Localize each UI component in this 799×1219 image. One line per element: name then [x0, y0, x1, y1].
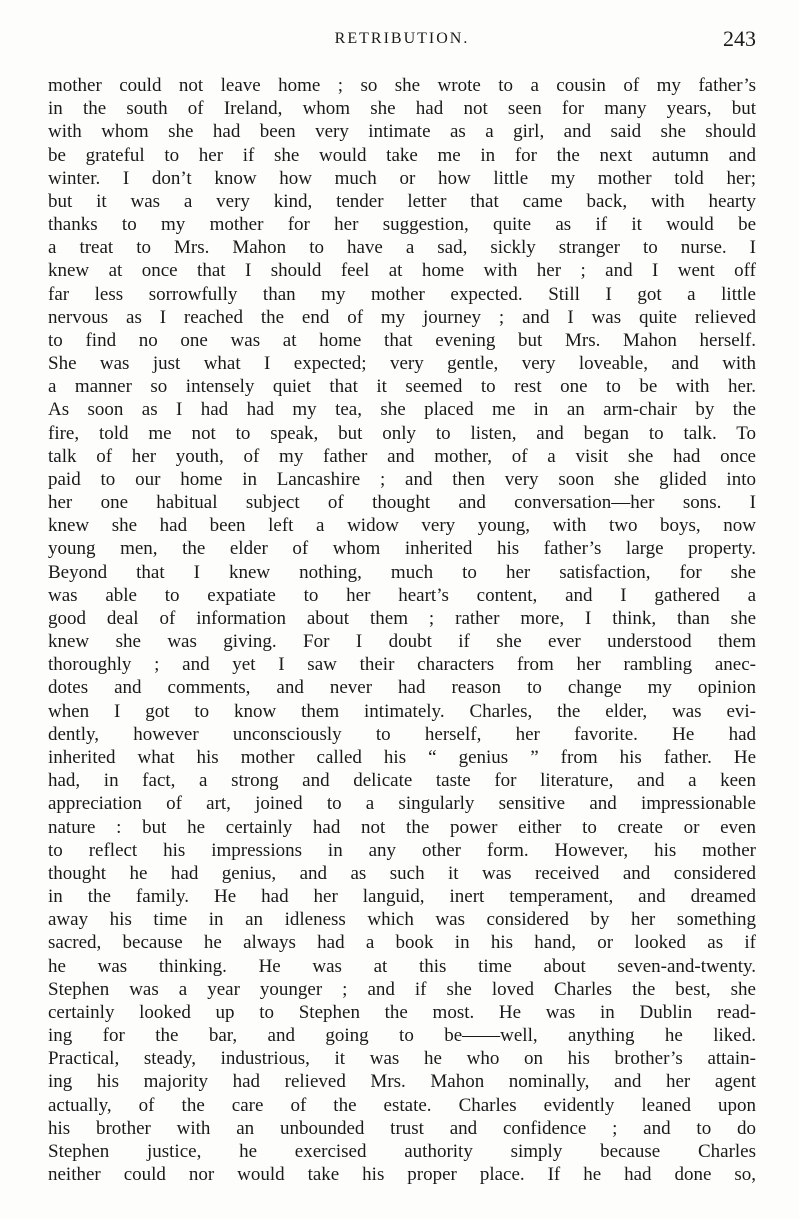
text-line: a manner so intensely quiet that it seemed to rest one to be with her. — [48, 376, 756, 398]
text-line: thought he had genius, and as such it was received and considered — [48, 862, 756, 884]
text-line: knew at once that I should feel at home with her ; and I went off — [48, 260, 756, 282]
text-line: inherited what his mother called his “ genius ” from his father. He — [48, 746, 756, 768]
text-line: neither could nor would take his proper place. If he had done so, — [48, 1164, 756, 1186]
text-line: knew she had been left a widow very young, with two boys, now — [48, 515, 756, 537]
text-line: be grateful to her if she would take me in for the next autumn and — [48, 144, 756, 166]
text-line: thoroughly ; and yet I saw their characters from her rambling anec- — [48, 654, 756, 676]
text-line: Stephen justice, he exercised authority simply because Charles — [48, 1140, 756, 1162]
text-line: fire, told me not to speak, but only to listen, and began to talk. To — [48, 422, 756, 444]
text-line: sacred, because he always had a book in his hand, or looked as if — [48, 932, 756, 954]
running-head: RETRIBUTION. — [334, 30, 470, 47]
text-line: Practical, steady, industrious, it was he who on his brother’s attain- — [48, 1048, 756, 1070]
text-line: but it was a very kind, tender letter that came back, with hearty — [48, 190, 756, 212]
text-line: knew she was giving. For I doubt if she ever understood them — [48, 631, 756, 653]
text-line: Stephen was a year younger ; and if she loved Charles the best, she — [48, 978, 756, 1000]
text-line: his brother with an unbounded trust and confidence ; and to do — [48, 1117, 756, 1139]
text-line: good deal of information about them ; rather more, I think, than she — [48, 607, 756, 629]
text-line: in the family. He had her languid, inert temperament, and dreamed — [48, 886, 756, 908]
text-line: talk of her youth, of my father and mother, of a visit she had once — [48, 445, 756, 467]
text-line: Beyond that I knew nothing, much to her satisfaction, for she — [48, 561, 756, 583]
text-line: winter. I don’t know how much or how little my mother told her; — [48, 167, 756, 189]
text-line: he was thinking. He was at this time about seven-and-twenty. — [48, 955, 756, 977]
text-line: when I got to know them intimately. Charles, the elder, was evi- — [48, 700, 756, 722]
text-line: young men, the elder of whom inherited his father’s large property. — [48, 538, 756, 560]
text-line: paid to our home in Lancashire ; and then very soon she glided into — [48, 468, 756, 490]
text-line: thanks to my mother for her suggestion, quite as if it would be — [48, 214, 756, 236]
text-line: her one habitual subject of thought and conversation—her sons. I — [48, 492, 756, 514]
text-line: a treat to Mrs. Mahon to have a sad, sickly stranger to nurse. I — [48, 237, 756, 259]
text-line: to reflect his impressions in any other form. However, his mother — [48, 839, 756, 861]
text-line: ing his majority had relieved Mrs. Mahon nominally, and her agent — [48, 1071, 756, 1093]
page-header — [48, 26, 756, 60]
text-line: was able to expatiate to her heart’s content, and I gathered a — [48, 584, 756, 606]
text-line: had, in fact, a strong and delicate taste for literature, and a keen — [48, 770, 756, 792]
text-line: to find no one was at home that evening but Mrs. Mahon herself. — [48, 329, 756, 351]
page-number: 243 — [723, 26, 756, 51]
text-line: in the south of Ireland, whom she had not seen for many years, but — [48, 98, 756, 120]
body-text — [48, 74, 756, 1186]
text-line: nature : but he certainly had not the power either to create or even — [48, 816, 756, 838]
text-line: appreciation of art, joined to a singularly sensitive and impressionable — [48, 793, 756, 815]
text-line: As soon as I had had my tea, she placed me in an arm-chair by the — [48, 399, 756, 421]
text-line: nervous as I reached the end of my journey ; and I was quite relieved — [48, 306, 756, 328]
text-line: ing for the bar, and going to be——well, anything he liked. — [48, 1025, 756, 1047]
text-line: mother could not leave home ; so she wrote to a cousin of my father’s — [48, 75, 756, 96]
text-line: certainly looked up to Stephen the most. He was in Dublin read- — [48, 1001, 756, 1023]
text-line: actually, of the care of the estate. Charles evidently leaned upon — [48, 1094, 756, 1116]
text-line: away his time in an idleness which was considered by her something — [48, 909, 756, 931]
text-line: dotes and comments, and never had reason to change my opinion — [48, 677, 756, 699]
text-line: far less sorrowfully than my mother expected. Still I got a little — [48, 283, 756, 305]
text-line: She was just what I expected; very gentle, very loveable, and with — [48, 353, 756, 375]
text-line: dently, however unconsciously to herself, her favorite. He had — [48, 723, 756, 745]
text-line: with whom she had been very intimate as a girl, and said she should — [48, 121, 756, 143]
